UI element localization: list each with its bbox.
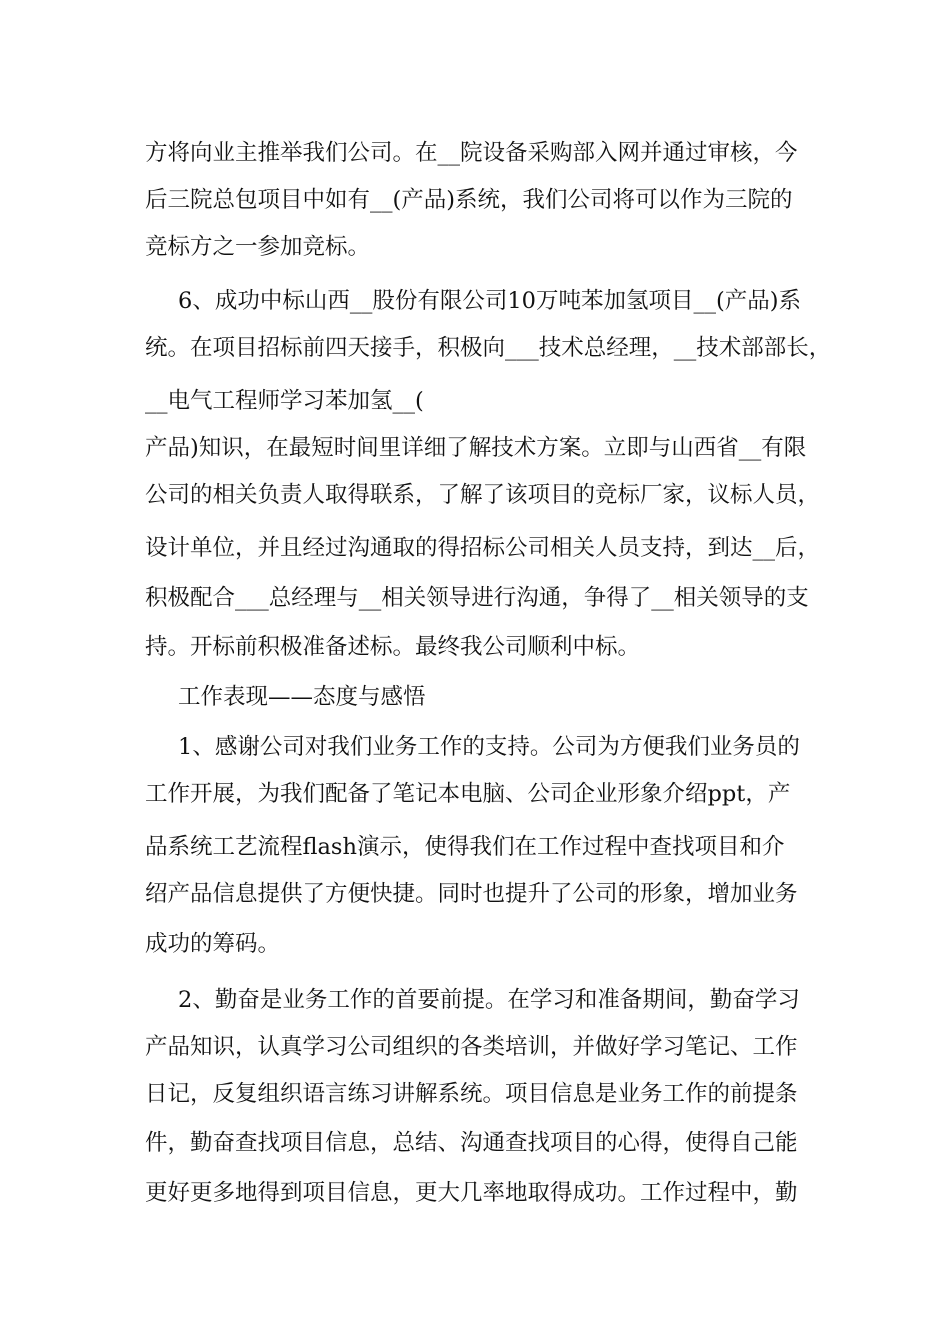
text-line: 产品)知识，在最短时间里详细了解技术方案。立即与山西省__有限	[145, 435, 807, 461]
text-line: 产品知识，认真学习公司组织的各类培训，并做好学习笔记、工作	[145, 1034, 798, 1060]
text-line: 公司的相关负责人取得联系，了解了该项目的竞标厂家，议标人员，	[145, 482, 821, 508]
text-line: 品系统工艺流程flash演示，使得我们在工作过程中查找项目和介	[145, 834, 785, 860]
text-line: 设计单位，并且经过沟通取的得招标公司相关人员支持，到达__后，	[145, 535, 821, 561]
text-line: 后三院总包项目中如有__(产品)系统，我们公司将可以作为三院的	[145, 187, 793, 213]
text-line: 方将向业主推举我们公司。在__院设备采购部入网并通过审核，今	[145, 140, 798, 166]
text-line: 更好更多地得到项目信息，更大几率地取得成功。工作过程中，勤	[145, 1180, 798, 1206]
text-line: 竞标方之一参加竞标。	[145, 234, 371, 260]
text-line: 绍产品信息提供了方便快捷。同时也提升了公司的形象，增加业务	[145, 881, 798, 907]
text-line: 成功的筹码。	[145, 931, 281, 957]
text-line: 统。在项目招标前四天接手，积极向___技术总经理，__技术部部长，	[145, 335, 832, 361]
text-line: 6、成功中标山西__股份有限公司10万吨苯加氢项目__(产品)系	[178, 288, 802, 314]
text-line: 2、勤奋是业务工作的首要前提。在学习和准备期间，勤奋学习	[178, 987, 800, 1013]
text-line: 持。开标前积极准备述标。最终我公司顺利中标。	[145, 634, 641, 660]
text-line: 工作开展，为我们配备了笔记本电脑、公司企业形象介绍ppt，产	[145, 781, 791, 807]
text-line: 日记，反复组织语言练习讲解系统。项目信息是业务工作的前提条	[145, 1081, 798, 1107]
text-line: 1、感谢公司对我们业务工作的支持。公司为方便我们业务员的	[178, 734, 800, 760]
text-line: 件，勤奋查找项目信息，总结、沟通查找项目的心得，使得自己能	[145, 1130, 798, 1156]
text-line: __电气工程师学习苯加氢__(	[145, 388, 424, 414]
text-line: 积极配合___总经理与__相关领导进行沟通，争得了__相关领导的支	[145, 585, 809, 611]
section-heading: 工作表现——态度与感悟	[178, 684, 426, 710]
